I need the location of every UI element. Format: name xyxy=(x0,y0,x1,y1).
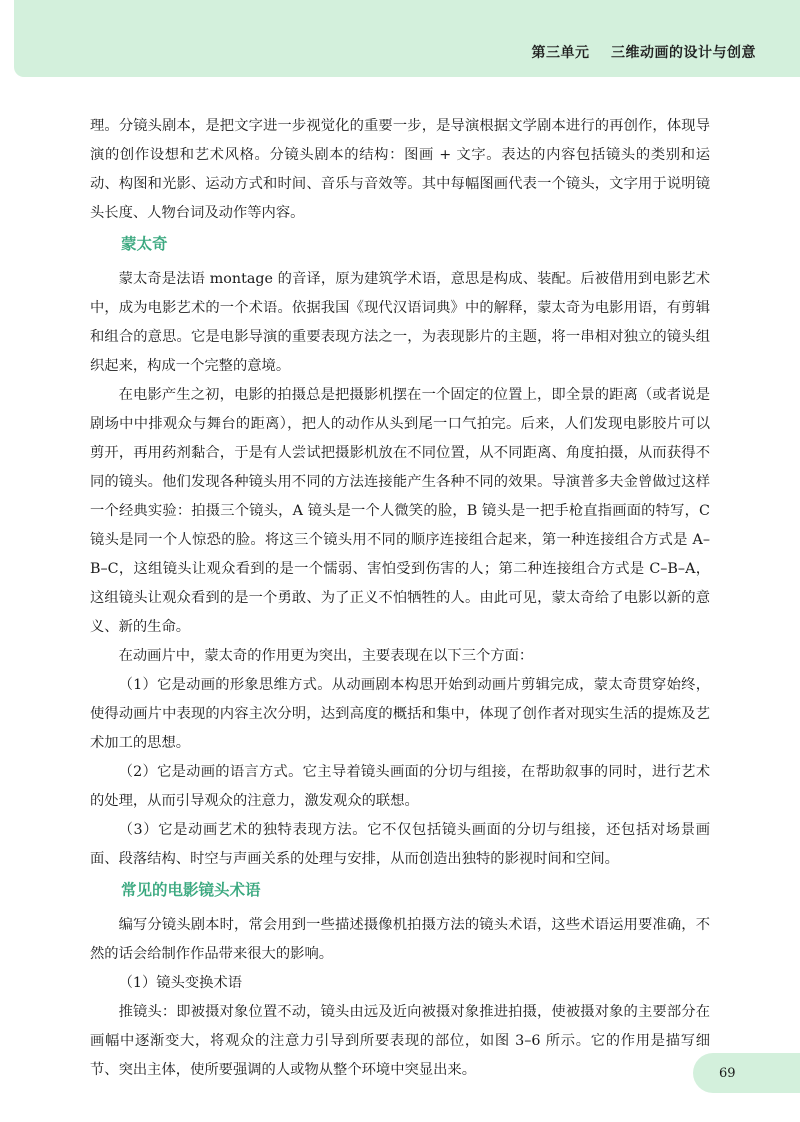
montage-point-1: （1）它是动画的形象思维方式。从动画剧本构思开始到动画片剪辑完成，蒙太奇贯穿始终，使得动画片中表现的内容主次分明，达到高度的概括和集中，体现了创作者对现实生活的提炼及艺术加工的思想。 xyxy=(90,677,710,751)
page-number-tab xyxy=(693,1053,800,1093)
intro-paragraph: 理。分镜头剧本，是把文字进一步视觉化的重要一步，是导演根据文学剧本进行的再创作，体现导演的创作设想和艺术风格。分镜头剧本的结构：图画 + 文字。表达的内容包括镜头的类别和运动、构图和光影、运动方式和时间、音乐与音效等。其中每幅图画代表一个镜头，文字用于说明镜头长度、人物台词及动作等内容。 xyxy=(90,118,710,221)
montage-point-3: （3）它是动画艺术的独特表现方法。它不仅包括镜头画面的分切与组接，还包括对场景画面、段落结构、时空与声画关系的处理与安排，从而创造出独特的影视时间和空间。 xyxy=(90,822,710,867)
terms-subheading: （1）镜头变换术语 xyxy=(118,975,243,991)
page-content xyxy=(90,112,710,1085)
terms-paragraph-1: 编写分镜头剧本时，常会用到一些描述摄像机拍摄方法的镜头术语，这些术语运用要准确，不然的话会给制作作品带来很大的影响。 xyxy=(90,917,710,962)
montage-paragraph-2: 在电影产生之初，电影的拍摄总是把摄影机摆在一个固定的位置上，即全景的距离（或者说是剧场中中排观众与舞台的距离），把人的动作从头到尾一口气拍完。后来，人们发现电影胶片可以剪开，再用药剂黏合，于是有人尝试把摄影机放在不同位置，从不同距离、角度拍摄，从而获得不同的镜头。他们发现各种镜头用不同的方法连接能产生各种不同的效果。导演普多夫金曾做过这样一个经典实验：拍摄三个镜头，A 镜头是一个人微笑的脸，B 镜头是一把手枪直指画面的特写，C 镜头是同一个人惊恐的脸。将这三个镜头用不同的顺序连接组合起来，第一种连接组合方式是 A–B–C，这组镜头让观众看到的是一个懦弱、害怕受到伤害的人；第二种连接组合方式是 C–B–A，这组镜头让观众看到的是一个勇敢、为了正义不怕牺牲的人。由此可见，蒙太奇给了电影以新的意义、新的生命。 xyxy=(90,387,710,635)
montage-paragraph-1: 蒙太奇是法语 montage 的音译，原为建筑学术语，意思是构成、装配。后被借用到电影艺术中，成为电影艺术的一个术语。依据我国《现代汉语词典》中的解释，蒙太奇为电影用语，有剪辑和组合的意思。它是电影导演的重要表现方法之一，为表现影片的主题，将一串相对独立的镜头组织起来，构成一个完整的意境。 xyxy=(90,271,710,374)
header-band xyxy=(14,0,800,77)
section-heading-montage: 蒙太奇 xyxy=(121,235,168,253)
running-header-title: 第三单元 三维动画的设计与创意 xyxy=(531,45,756,61)
montage-point-2: （2）它是动画的语言方式。它主导着镜头画面的分切与组接，在帮助叙事的同时，进行艺术的处理，从而引导观众的注意力，激发观众的联想。 xyxy=(90,764,710,809)
montage-paragraph-3: 在动画片中，蒙太奇的作用更为突出，主要表现在以下三个方面： xyxy=(118,648,534,664)
section-heading-terms: 常见的电影镜头术语 xyxy=(121,881,261,899)
page-number: 69 xyxy=(719,1066,736,1081)
terms-paragraph-push-shot: 推镜头：即被摄对象位置不动，镜头由远及近向被摄对象推进拍摄，使被摄对象的主要部分在画幅中逐渐变大，将观众的注意力引导到所要表现的部位，如图 3–6 所示。它的作用是描写细节、突出主体，使所要强调的人或物从整个环境中突显出来。 xyxy=(90,1004,710,1078)
